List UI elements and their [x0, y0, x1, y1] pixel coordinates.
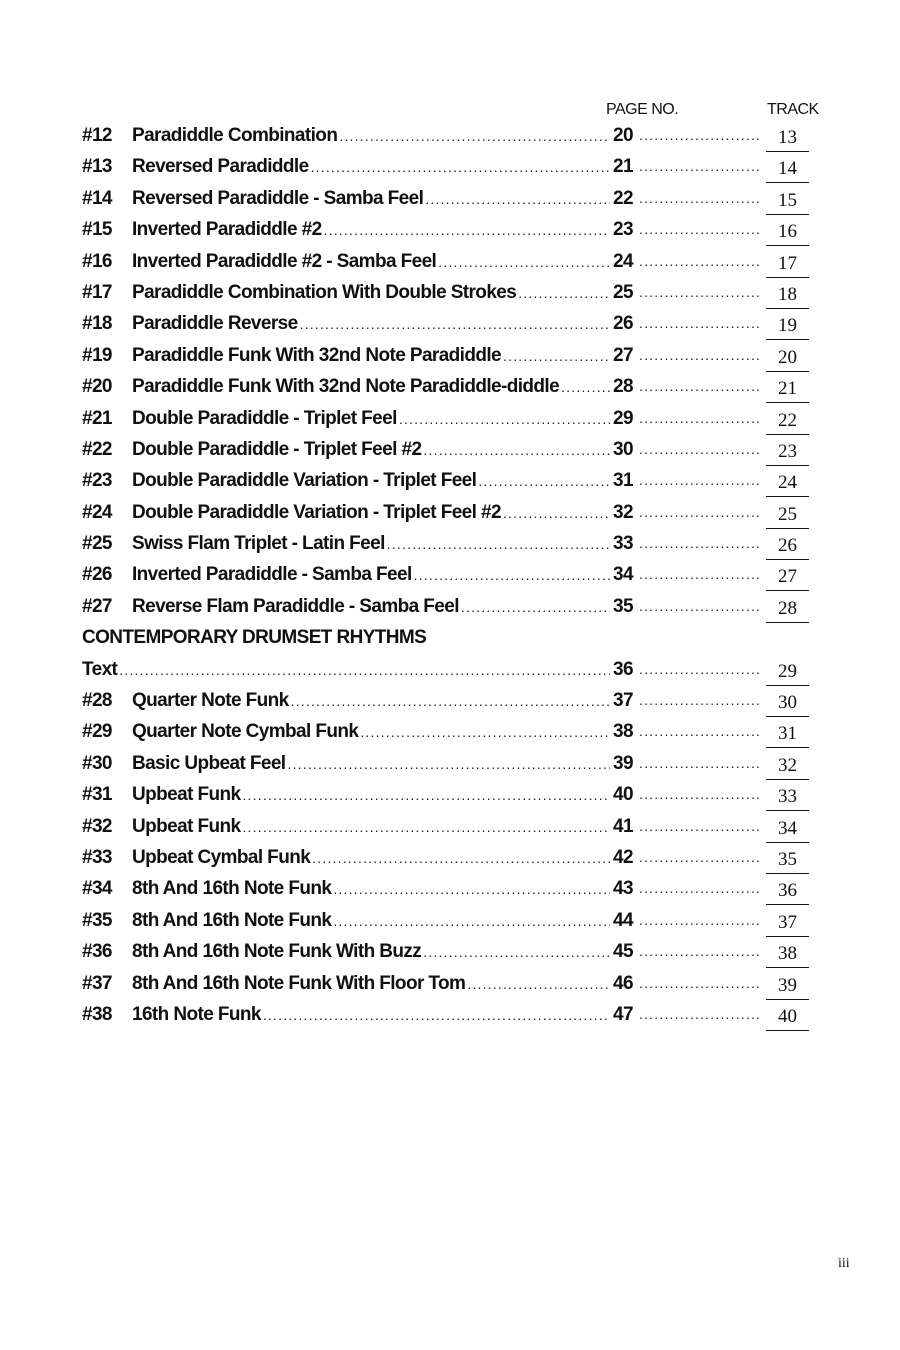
entry-page-number: 24 — [613, 250, 633, 272]
dot-leader — [503, 498, 610, 529]
entry-track-number: 36 — [766, 877, 809, 905]
entry-track-number: 29 — [766, 658, 809, 686]
dot-leader — [360, 717, 610, 748]
toc-entry — [82, 559, 822, 590]
entry-title: Paradiddle Combination — [132, 125, 338, 146]
entry-title-wrap — [132, 403, 612, 435]
dot-leader — [639, 968, 761, 999]
dot-leader — [639, 434, 761, 465]
entry-track-number: 23 — [766, 438, 809, 466]
toc-entry — [82, 528, 822, 559]
dot-leader — [639, 371, 761, 402]
entry-page-number: 36 — [613, 658, 633, 680]
entry-number: #18 — [82, 313, 112, 335]
dot-leader — [639, 403, 761, 434]
entry-track-number: 40 — [766, 1003, 809, 1031]
dot-leader — [639, 779, 761, 810]
entry-number: #21 — [82, 407, 112, 429]
entry-page-number: 28 — [613, 376, 633, 398]
entry-track-number: 20 — [766, 344, 809, 372]
entry-track-number: 35 — [766, 846, 809, 874]
entry-page-number: 35 — [613, 595, 633, 617]
entry-track-number: 37 — [766, 909, 809, 937]
entry-page-number: 32 — [613, 501, 633, 523]
entry-title: Basic Upbeat Feel — [132, 752, 286, 774]
dot-leader — [639, 308, 761, 339]
entry-number: #33 — [82, 846, 112, 868]
entry-number: #31 — [82, 784, 112, 806]
dot-leader — [311, 152, 610, 183]
entry-title: Double Paradiddle Variation - Triplet Feel — [132, 470, 477, 492]
toc-entry — [82, 151, 822, 182]
dot-leader — [503, 341, 610, 372]
entry-title-wrap — [132, 748, 612, 780]
dot-leader — [119, 655, 610, 686]
entry-track-number: 33 — [766, 783, 809, 811]
toc-entry — [82, 120, 822, 151]
entry-number: #23 — [82, 470, 112, 492]
entry-title: 16th Note Funk — [132, 1003, 261, 1025]
entry-title: Double Paradiddle - Triplet Feel #2 — [132, 438, 422, 460]
toc-entry — [82, 968, 822, 999]
entry-track-number: 17 — [766, 250, 809, 278]
entry-title: Upbeat Funk — [132, 815, 241, 837]
entry-page-number: 37 — [613, 690, 633, 712]
entry-number: #19 — [82, 344, 112, 366]
entry-page-number: 25 — [613, 281, 633, 303]
entry-title: 8th And 16th Note Funk With Floor Tom — [132, 972, 466, 994]
entry-title-wrap — [132, 434, 612, 466]
entry-page-number: 46 — [613, 972, 633, 994]
entry-title-wrap — [132, 559, 612, 591]
entry-title: Double Paradiddle Variation - Triplet Feel #2 — [132, 501, 501, 523]
toc-entry — [82, 779, 822, 810]
entry-number: #16 — [82, 250, 112, 272]
toc-entry — [82, 183, 822, 214]
dot-leader — [639, 748, 761, 779]
toc-entry — [82, 873, 822, 904]
toc-entry — [82, 591, 822, 622]
entry-title-wrap — [132, 811, 612, 843]
entry-number: #29 — [82, 721, 112, 743]
dot-leader — [518, 278, 610, 309]
entry-number: #38 — [82, 1003, 112, 1025]
entry-title: Paradiddle Funk With 32nd Note Paradiddle — [132, 344, 502, 366]
entry-number: #27 — [82, 595, 112, 617]
dot-leader — [639, 716, 761, 747]
entry-track-number: 21 — [766, 375, 809, 403]
toc-entry — [82, 905, 822, 936]
toc-entry — [82, 748, 822, 779]
toc-entry — [82, 654, 822, 685]
entry-title: Swiss Flam Triplet - Latin Feel — [132, 533, 385, 555]
dot-leader — [639, 873, 761, 904]
entry-track-number: 31 — [766, 720, 809, 748]
entry-number: #37 — [82, 972, 112, 994]
toc-entry — [82, 936, 822, 967]
entry-track-number: 16 — [766, 218, 809, 246]
entry-title-wrap — [132, 246, 612, 278]
dot-leader — [639, 120, 761, 151]
dot-leader — [339, 121, 610, 152]
entry-page-number: 30 — [613, 438, 633, 460]
entry-number: #36 — [82, 941, 112, 963]
entry-title-wrap — [132, 936, 612, 968]
entry-track-number: 19 — [766, 312, 809, 340]
entry-page-number: 45 — [613, 941, 633, 963]
entry-number: #12 — [82, 125, 112, 146]
dot-leader — [333, 906, 610, 937]
entry-page-number: 27 — [613, 344, 633, 366]
entry-page-number: 21 — [613, 156, 633, 178]
dot-leader — [461, 592, 610, 623]
entry-page-number: 47 — [613, 1003, 633, 1025]
entry-page-number: 20 — [613, 125, 633, 146]
entry-title-wrap — [132, 779, 612, 811]
toc-entry — [82, 465, 822, 496]
page-folio: iii — [838, 1256, 850, 1271]
entry-title-wrap — [132, 497, 612, 529]
toc-entry — [82, 716, 822, 747]
entry-number: #28 — [82, 690, 112, 712]
entry-title-wrap — [132, 968, 612, 1000]
dot-leader — [423, 435, 610, 466]
table-of-contents — [82, 120, 822, 1030]
entry-number: #26 — [82, 564, 112, 586]
entry-page-number: 31 — [613, 470, 633, 492]
entry-track-number: 22 — [766, 407, 809, 435]
entry-title-wrap — [132, 120, 612, 152]
entry-title: Upbeat Funk — [132, 784, 241, 806]
entry-track-number: 25 — [766, 501, 809, 529]
entry-number: #32 — [82, 815, 112, 837]
entry-title: Inverted Paradiddle #2 - Samba Feel — [132, 250, 437, 272]
entry-title-wrap — [132, 716, 612, 748]
dot-leader — [287, 749, 610, 780]
toc-entry — [82, 246, 822, 277]
toc-entry — [82, 842, 822, 873]
entry-title-wrap — [132, 151, 612, 183]
entry-page-number: 34 — [613, 564, 633, 586]
entry-page-number: 26 — [613, 313, 633, 335]
toc-group-paradiddles — [82, 120, 822, 622]
entry-track-number: 18 — [766, 281, 809, 309]
dot-leader — [467, 969, 610, 1000]
entry-number: #15 — [82, 219, 112, 241]
dot-leader — [333, 874, 610, 905]
dot-leader — [639, 497, 761, 528]
dot-leader — [639, 246, 761, 277]
entry-title: Paradiddle Combination With Double Strokes — [132, 281, 517, 303]
dot-leader — [639, 591, 761, 622]
toc-entry — [82, 434, 822, 465]
entry-page-number: 40 — [613, 784, 633, 806]
entry-page-number: 42 — [613, 846, 633, 868]
dot-leader — [291, 686, 610, 717]
entry-track-number: 24 — [766, 469, 809, 497]
toc-entry — [82, 371, 822, 402]
entry-title-wrap — [132, 183, 612, 215]
entry-title: Reversed Paradiddle — [132, 156, 309, 178]
entry-track-number: 39 — [766, 972, 809, 1000]
entry-title-wrap — [82, 654, 612, 686]
toc-entry — [82, 214, 822, 245]
entry-title: Double Paradiddle - Triplet Feel — [132, 407, 397, 429]
dot-leader — [639, 277, 761, 308]
entry-number: #30 — [82, 752, 112, 774]
entry-title: Quarter Note Cymbal Funk — [132, 721, 359, 743]
toc-group-contemporary — [82, 654, 822, 1031]
entry-page-number: 23 — [613, 219, 633, 241]
entry-track-number: 15 — [766, 187, 809, 215]
dot-leader — [639, 685, 761, 716]
entry-number: #13 — [82, 156, 112, 178]
entry-page-number: 38 — [613, 721, 633, 743]
entry-number: #25 — [82, 533, 112, 555]
dot-leader — [639, 654, 761, 685]
entry-title-wrap — [132, 842, 612, 874]
entry-page-number: 22 — [613, 187, 633, 209]
dot-leader — [438, 247, 610, 278]
dot-leader — [561, 372, 610, 403]
entry-page-number: 33 — [613, 533, 633, 555]
dot-leader — [324, 215, 610, 246]
dot-leader — [242, 812, 610, 843]
dot-leader — [639, 905, 761, 936]
entry-title: Paradiddle Funk With 32nd Note Paradiddle-diddle — [132, 376, 560, 398]
entry-page-number: 39 — [613, 752, 633, 774]
entry-number: #17 — [82, 281, 112, 303]
entry-title: Paradiddle Reverse — [132, 313, 298, 335]
toc-entry — [82, 497, 822, 528]
entry-title-wrap — [132, 999, 612, 1031]
entry-title: 8th And 16th Note Funk With Buzz — [132, 941, 422, 963]
entry-title-wrap — [132, 685, 612, 717]
dot-leader — [263, 1000, 610, 1031]
entry-title-wrap — [132, 465, 612, 497]
track-column-header: TRACK — [767, 101, 819, 118]
dot-leader — [312, 843, 610, 874]
dot-leader — [478, 466, 610, 497]
entry-track-number: 28 — [766, 595, 809, 623]
entry-title: Reversed Paradiddle - Samba Feel — [132, 187, 424, 209]
entry-track-number: 34 — [766, 815, 809, 843]
dot-leader — [639, 528, 761, 559]
entry-title-wrap — [132, 528, 612, 560]
toc-entry — [82, 811, 822, 842]
entry-page-number: 44 — [613, 909, 633, 931]
entry-title-wrap — [132, 308, 612, 340]
page-no-column-header: PAGE NO. — [606, 101, 679, 118]
entry-track-number: 30 — [766, 689, 809, 717]
dot-leader — [639, 340, 761, 371]
dot-leader — [414, 560, 610, 591]
dot-leader — [423, 937, 610, 968]
section-heading: CONTEMPORARY DRUMSET RHYTHMS — [82, 627, 427, 649]
dot-leader — [639, 214, 761, 245]
entry-title-wrap — [132, 277, 612, 309]
entry-title-wrap — [132, 371, 612, 403]
entry-track-number: 27 — [766, 563, 809, 591]
dot-leader — [639, 559, 761, 590]
entry-track-number: 13 — [766, 124, 809, 152]
entry-page-number: 41 — [613, 815, 633, 837]
entry-title: Quarter Note Funk — [132, 690, 289, 712]
entry-number: #34 — [82, 878, 112, 900]
entry-title-wrap — [132, 873, 612, 905]
dot-leader — [387, 529, 610, 560]
entry-number: #14 — [82, 187, 112, 209]
entry-title-wrap — [132, 905, 612, 937]
entry-title: Upbeat Cymbal Funk — [132, 846, 311, 868]
entry-number: #24 — [82, 501, 112, 523]
entry-page-number: 43 — [613, 878, 633, 900]
toc-entry — [82, 277, 822, 308]
toc-entry — [82, 999, 822, 1030]
entry-number: #35 — [82, 909, 112, 931]
entry-title: 8th And 16th Note Funk — [132, 909, 332, 931]
entry-title-wrap — [132, 591, 612, 623]
dot-leader — [639, 936, 761, 967]
entry-title: Inverted Paradiddle #2 — [132, 219, 322, 241]
entry-title: Inverted Paradiddle - Samba Feel — [132, 564, 412, 586]
entry-track-number: 14 — [766, 155, 809, 183]
dot-leader — [639, 151, 761, 182]
toc-entry — [82, 340, 822, 371]
entry-track-number: 26 — [766, 532, 809, 560]
entry-number: #20 — [82, 376, 112, 398]
entry-track-number: 38 — [766, 940, 809, 968]
entry-title: Text — [82, 658, 118, 680]
entry-title-wrap — [132, 214, 612, 246]
toc-entry — [82, 685, 822, 716]
dot-leader — [639, 811, 761, 842]
entry-number: #22 — [82, 438, 112, 460]
entry-track-number: 32 — [766, 752, 809, 780]
dot-leader — [639, 842, 761, 873]
entry-title: Reverse Flam Paradiddle - Samba Feel — [132, 595, 459, 617]
dot-leader — [639, 465, 761, 496]
entry-title: 8th And 16th Note Funk — [132, 878, 332, 900]
dot-leader — [242, 780, 610, 811]
dot-leader — [639, 183, 761, 214]
dot-leader — [399, 404, 610, 435]
entry-title-wrap — [132, 340, 612, 372]
dot-leader — [425, 184, 610, 215]
toc-entry — [82, 403, 822, 434]
dot-leader — [300, 309, 610, 340]
dot-leader — [639, 999, 761, 1030]
toc-entry — [82, 308, 822, 339]
entry-page-number: 29 — [613, 407, 633, 429]
